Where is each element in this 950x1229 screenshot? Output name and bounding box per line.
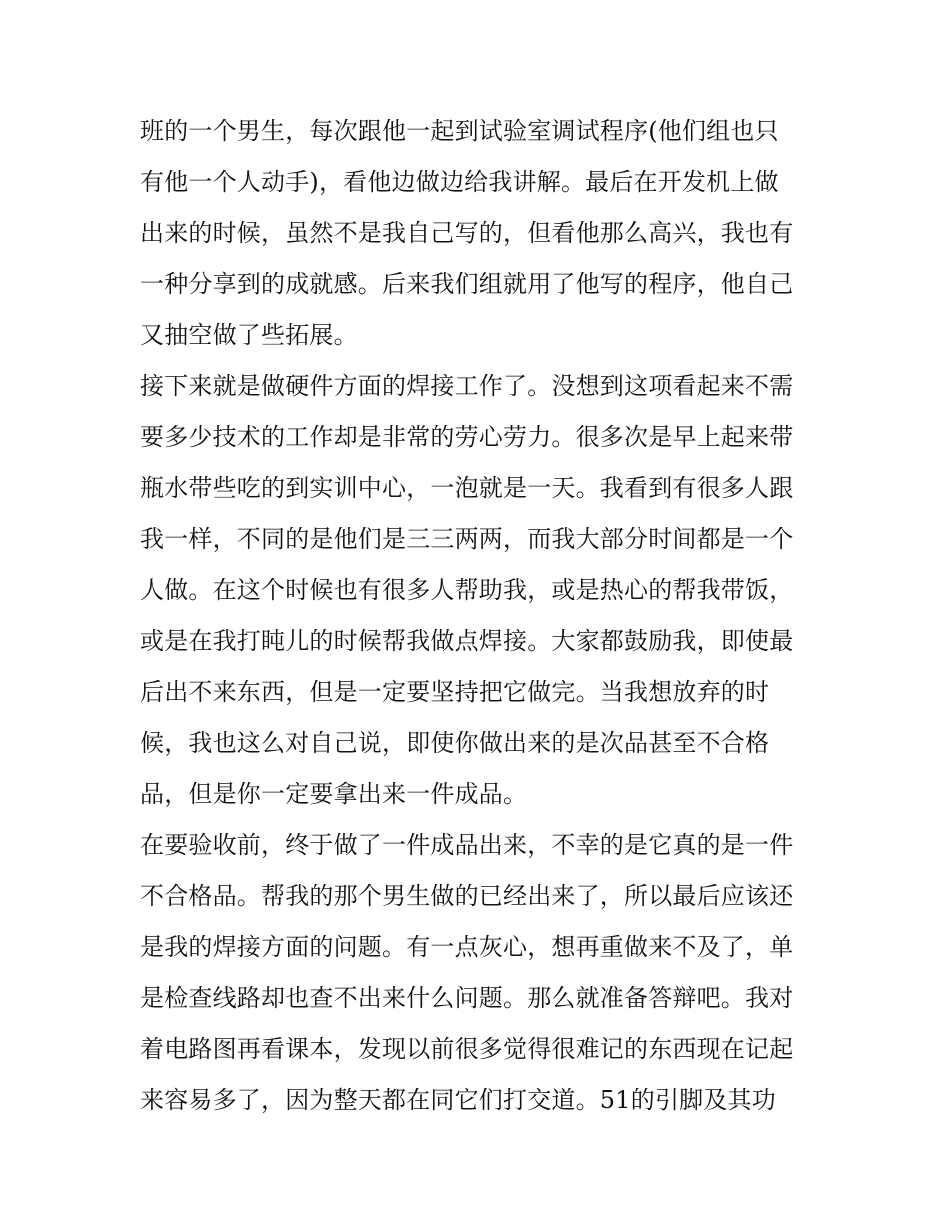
text-line: 或是在我打盹儿的时候帮我做点焊接。大家都鼓励我，即使最	[140, 627, 794, 655]
text-line: 接下来就是做硬件方面的焊接工作了。没想到这项看起来不需	[140, 372, 794, 400]
text-line: 来容易多了，因为整天都在同它们打交道。51的引脚及其功	[140, 1086, 776, 1114]
text-line: 有他一个人动手)，看他边做边给我讲解。最后在开发机上做	[140, 168, 779, 196]
text-line: 候，我也这么对自己说，即使你做出来的是次品甚至不合格	[140, 729, 770, 757]
text-line: 在要验收前，终于做了一件成品出来，不幸的是它真的是一件	[140, 831, 794, 859]
text-line: 又抽空做了些拓展。	[140, 321, 358, 349]
text-line: 着电路图再看课本，发现以前很多觉得很难记的东西现在记起	[140, 1035, 794, 1063]
body-text	[140, 106, 820, 1126]
text-line: 一种分享到的成就感。后来我们组就用了他写的程序，他自己	[140, 270, 794, 298]
text-line: 不合格品。帮我的那个男生做的已经出来了，所以最后应该还	[140, 882, 794, 910]
text-line: 要多少技术的工作却是非常的劳心劳力。很多次是早上起来带	[140, 423, 794, 451]
text-line: 出来的时候，虽然不是我自己写的，但看他那么高兴，我也有	[140, 219, 794, 247]
text-line: 班的一个男生，每次跟他一起到试验室调试程序(他们组也只	[140, 117, 779, 145]
text-line: 瓶水带些吃的到实训中心，一泡就是一天。我看到有很多人跟	[140, 474, 794, 502]
text-line: 是检查线路却也查不出来什么问题。那么就准备答辩吧。我对	[140, 984, 794, 1012]
text-line: 品，但是你一定要拿出来一件成品。	[140, 780, 528, 808]
text-line: 是我的焊接方面的问题。有一点灰心，想再重做来不及了，单	[140, 933, 794, 961]
text-line: 后出不来东西，但是一定要坚持把它做完。当我想放弃的时	[140, 678, 770, 706]
text-line: 我一样，不同的是他们是三三两两，而我大部分时间都是一个	[140, 525, 794, 553]
text-line: 人做。在这个时候也有很多人帮助我，或是热心的帮我带饭，	[140, 576, 794, 604]
